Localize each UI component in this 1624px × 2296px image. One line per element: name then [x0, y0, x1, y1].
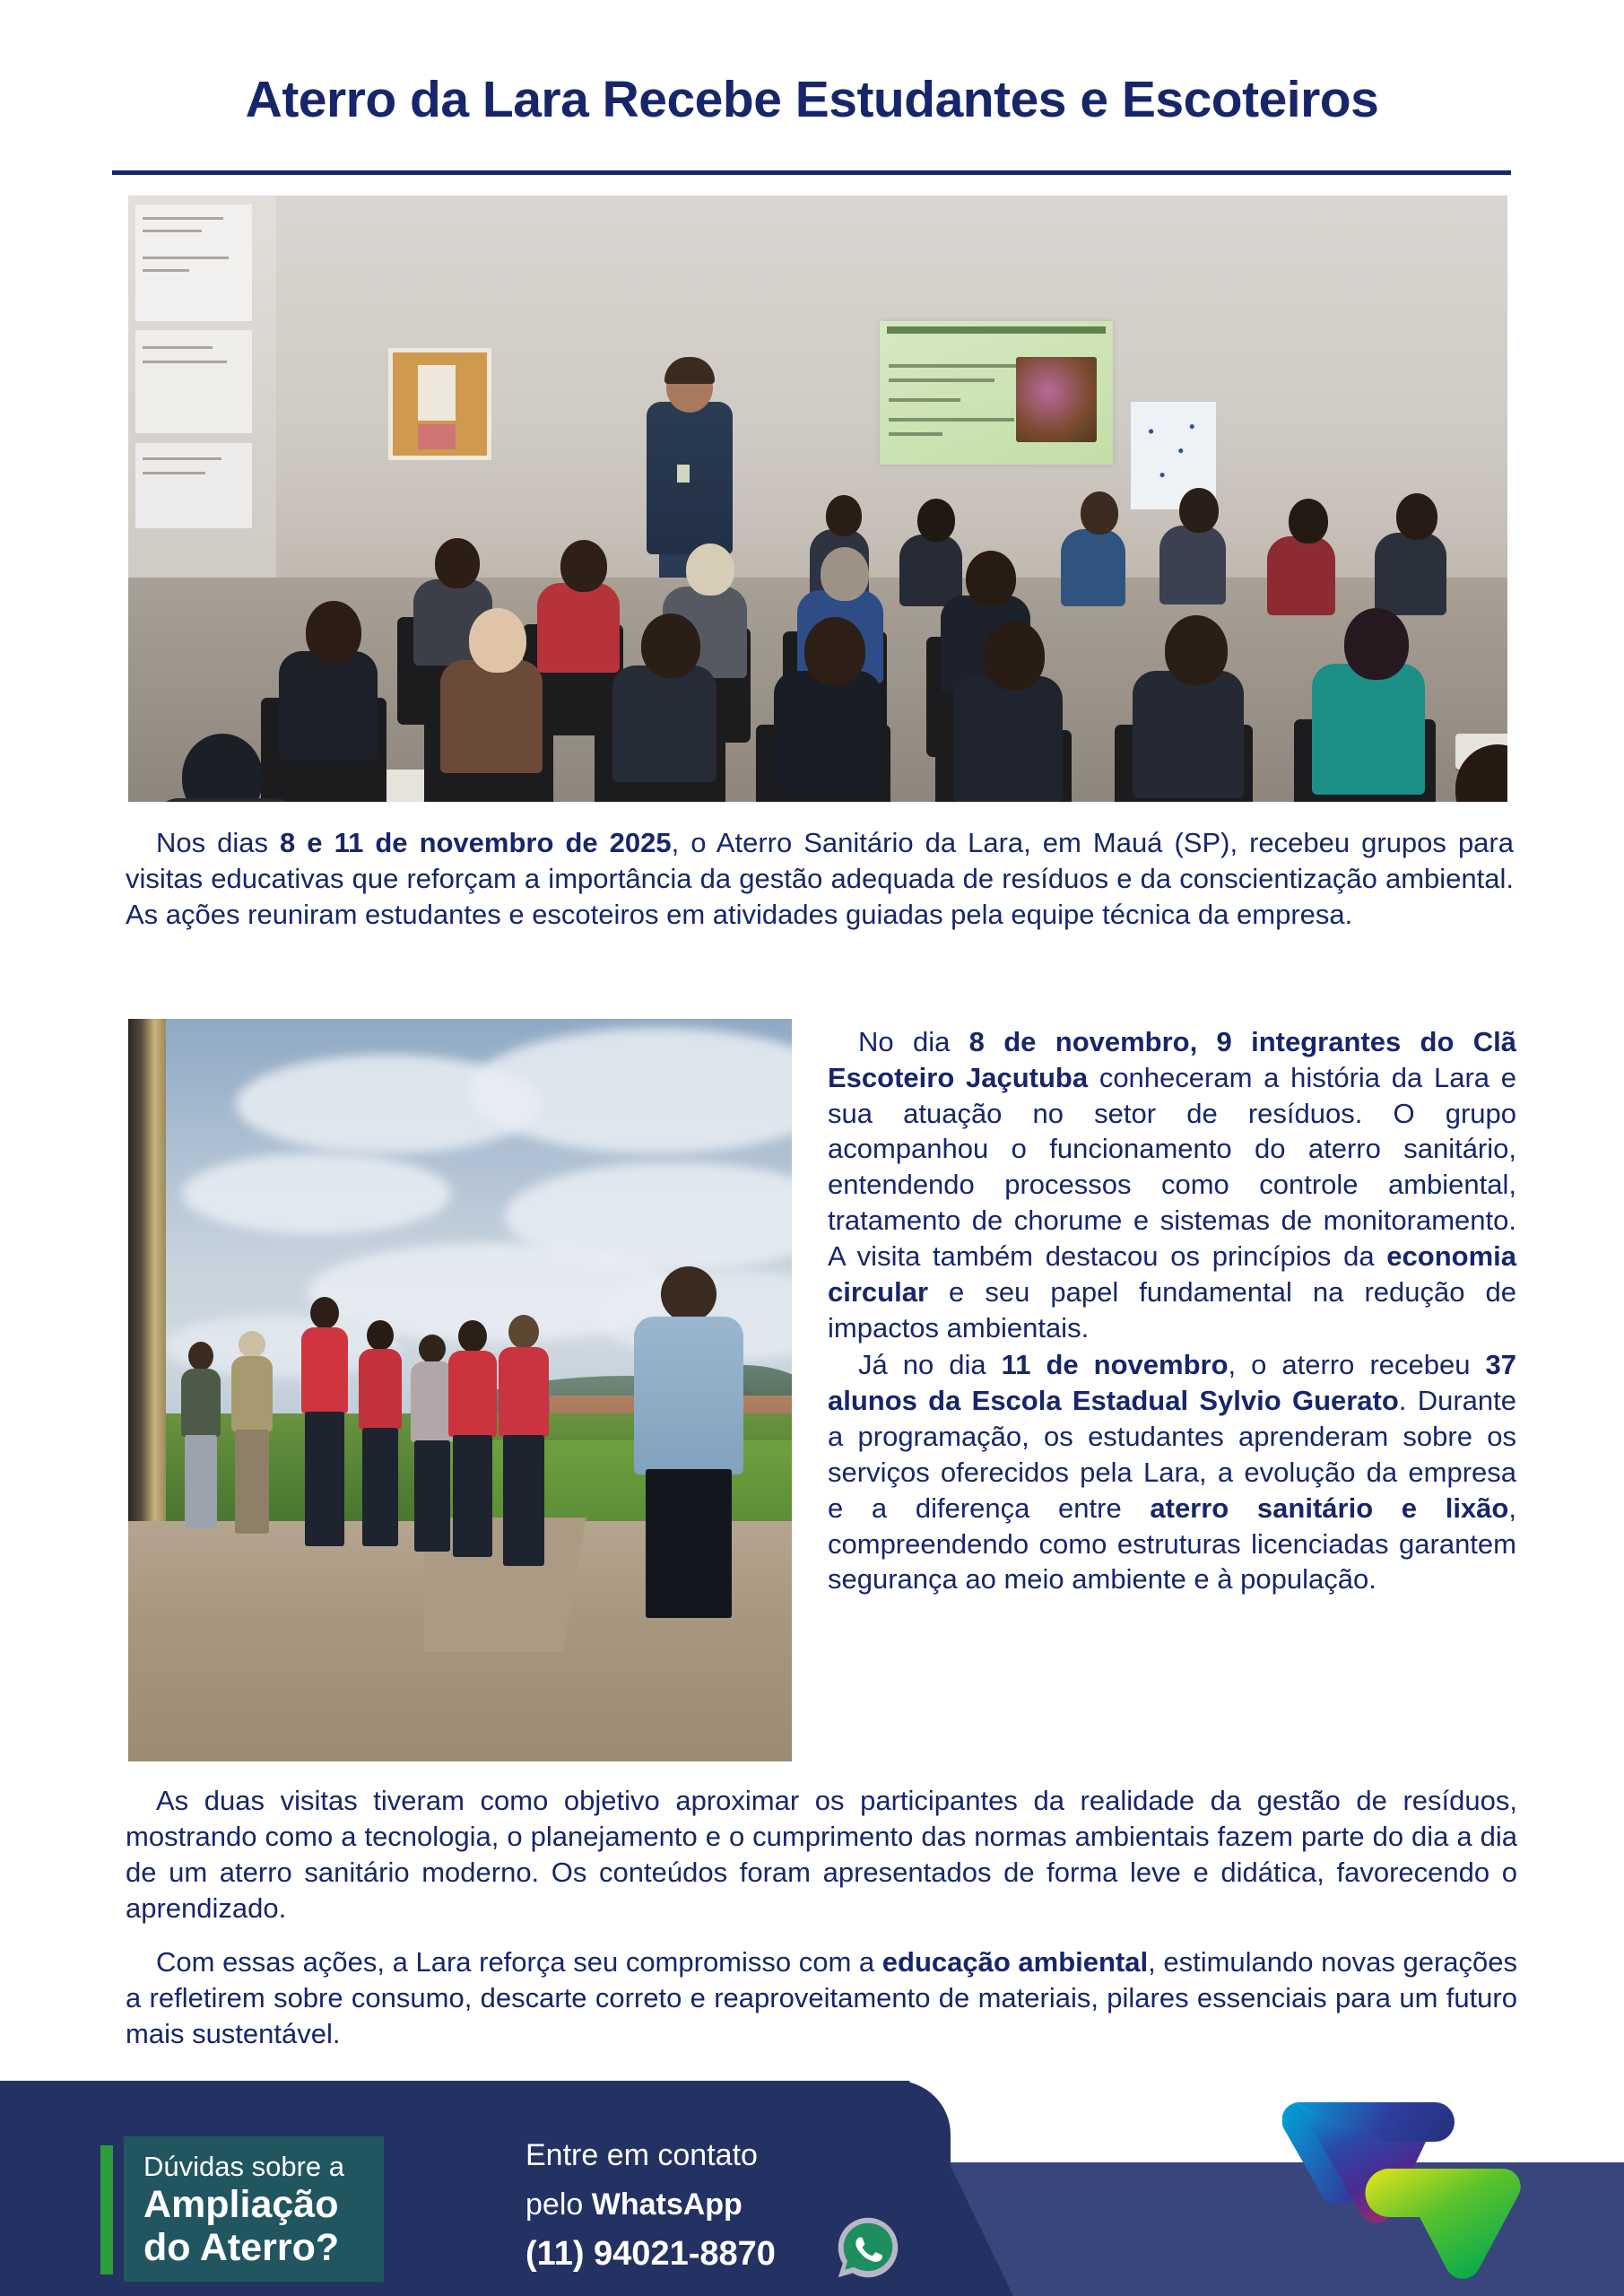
p3-seg-6: aterro sanitário e lixão	[1150, 1492, 1509, 1524]
p1-seg-1: Nos dias	[156, 827, 281, 858]
p2-seg-2: 8 de novembro, 9 integrantes do Clã Escoteiro Jaçutuba	[828, 1026, 1516, 1093]
expansion-question-line3: do Aterro?	[143, 2226, 340, 2270]
p4-seg-1: As duas visitas tiveram como objetivo aproximar os participantes da realidade da gestão de resíduos, mostrando como a tecnologia, o planejamento e o cumprimento das normas ambientais fazem parte do dia a dia de um aterro sanitário moderno. Os conteúdos foram apresentados de forma leve e didática, favorecendo o aprendizado.	[126, 1785, 1517, 1924]
footer-green-accent-bar	[100, 2145, 113, 2274]
whatsapp-icon[interactable]	[834, 2213, 902, 2282]
p3-seg-2: 11 de novembro	[1001, 1349, 1229, 1381]
cork-board	[388, 348, 491, 460]
p3-seg-1: Já no dia	[858, 1349, 1002, 1381]
contact-block	[525, 2138, 776, 2274]
contact-channel	[525, 2187, 776, 2222]
title-divider	[112, 170, 1511, 175]
title-part-3: e	[1065, 71, 1122, 128]
conclusion-paragraph-2	[126, 1944, 1517, 2052]
p1-seg-3: , o Aterro Sanitário da Lara, em Mauá (SP), recebeu grupos para visitas educativas que reforçam a importância da gestão adequada de resíduos e da conscientização ambiental. As ações reuniram estudantes e escoteiros em atividades guiadas pela equipe técnica da empresa.	[126, 827, 1514, 930]
title-part-1: Aterro da Lara Recebe	[245, 71, 795, 128]
expansion-question-line2	[143, 2183, 339, 2269]
contact-phone-number[interactable]: (11) 94021-8870	[525, 2235, 776, 2273]
p5-seg-2: educação ambiental	[881, 1946, 1149, 1978]
contact-channel-name: WhatsApp	[591, 2187, 743, 2222]
p1-seg-2: 8 e 11 de novembro de 2025	[280, 827, 672, 858]
contact-channel-prefix: pelo	[525, 2187, 592, 2222]
expansion-question-line1: Dúvidas sobre a	[143, 2151, 345, 2182]
intro-paragraph	[126, 825, 1514, 933]
p2-seg-3: conheceram a história da Lara e sua atuação no setor de resíduos. O grupo acompanhou o funcionamento do aterro sanitário, entendendo processos como controle ambiental, tratamento de chorume e sistemas de monitoramento. A visita também destacou os princípios da	[828, 1061, 1516, 1272]
projection-screen	[880, 321, 1113, 465]
page-title	[0, 71, 1624, 128]
conclusion-paragraph-1	[126, 1783, 1517, 1926]
title-part-4: Escoteiros	[1121, 71, 1379, 128]
paragraph-school	[828, 1347, 1516, 1597]
paragraph-scouts	[828, 1024, 1516, 1345]
p2-seg-5: e seu papel fundamental na redução de impactos ambientais.	[828, 1275, 1516, 1344]
expansion-question-line2a: Ampliação	[143, 2183, 339, 2226]
field-visit-photo	[128, 1019, 792, 1761]
company-logo-icon	[1282, 2086, 1542, 2296]
p5-seg-1: Com essas ações, a Lara reforça seu compromisso com a	[156, 1946, 882, 1978]
p3-seg-5: . Durante a programação, os estudantes aprenderam sobre os serviços oferecidos pela Lara, a evolução da empresa e a diferença entre	[828, 1385, 1516, 1524]
right-column-text	[828, 1024, 1516, 1597]
p5-seg-3: , estimulando novas gerações a refletirem sobre consumo, descarte correto e reaproveitamento de materiais, pilares essenciais para um futuro mais sustentável.	[126, 1946, 1517, 2049]
p2-seg-1: No dia	[858, 1026, 969, 1057]
contact-headline: Entre em contato	[525, 2138, 758, 2172]
expansion-question-box	[124, 2136, 384, 2282]
classroom-photo	[128, 196, 1507, 802]
p3-seg-7: , compreendendo como estruturas licenciadas garantem segurança ao meio ambiente e à população.	[828, 1492, 1516, 1596]
p2-seg-4: economia circular	[828, 1239, 1516, 1308]
p3-seg-3: , o aterro recebeu	[1228, 1349, 1486, 1381]
p3-seg-4: 37 alunos da Escola Estadual Sylvio Guerato	[828, 1349, 1516, 1417]
page-title-text	[0, 71, 1624, 128]
title-part-2: Estudantes	[795, 71, 1066, 128]
